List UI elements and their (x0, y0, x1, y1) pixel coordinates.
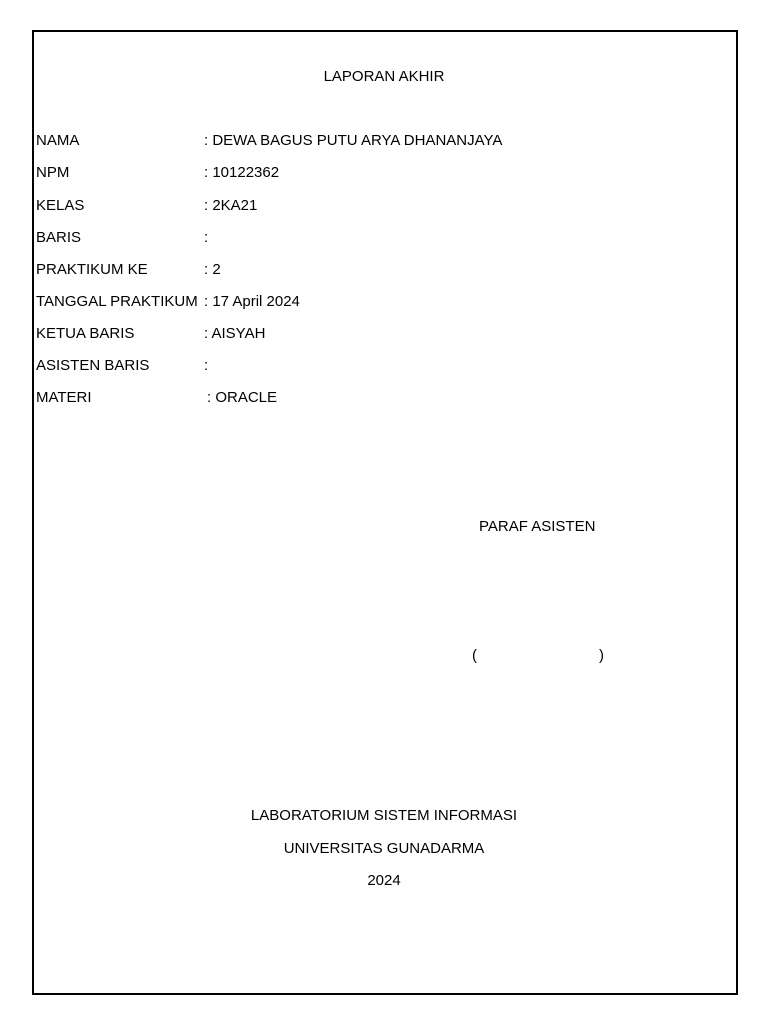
field-value: : DEWA BAGUS PUTU ARYA DHANANJAYA (204, 132, 503, 149)
field-label: PRAKTIKUM KE (36, 261, 148, 278)
field-label: KELAS (36, 197, 85, 214)
field-value: : (204, 229, 209, 246)
footer-lab: LABORATORIUM SISTEM INFORMASI (250, 807, 518, 824)
footer-year: 2024 (367, 872, 401, 889)
field-label: MATERI (36, 389, 92, 406)
signature-label: PARAF ASISTEN (479, 518, 596, 535)
field-value: : 2KA21 (204, 197, 258, 214)
signature-close-bracket: ) (599, 647, 604, 664)
field-value: : ORACLE (207, 389, 278, 406)
field-value: : (204, 357, 209, 374)
field-value: : 10122362 (204, 164, 280, 181)
field-label: ASISTEN BARIS (36, 357, 150, 374)
field-label: BARIS (36, 229, 82, 246)
field-label: NAMA (36, 132, 80, 149)
field-label: NPM (36, 164, 70, 181)
field-value: : AISYAH (204, 325, 266, 342)
signature-open-bracket: ( (472, 647, 477, 664)
document-title: LAPORAN AKHIR (323, 68, 445, 85)
field-value: : 2 (204, 261, 221, 278)
field-label: TANGGAL PRAKTIKUM (36, 293, 198, 310)
field-value: : 17 April 2024 (204, 293, 300, 310)
field-label: KETUA BARIS (36, 325, 135, 342)
footer-university: UNIVERSITAS GUNADARMA (283, 840, 485, 857)
